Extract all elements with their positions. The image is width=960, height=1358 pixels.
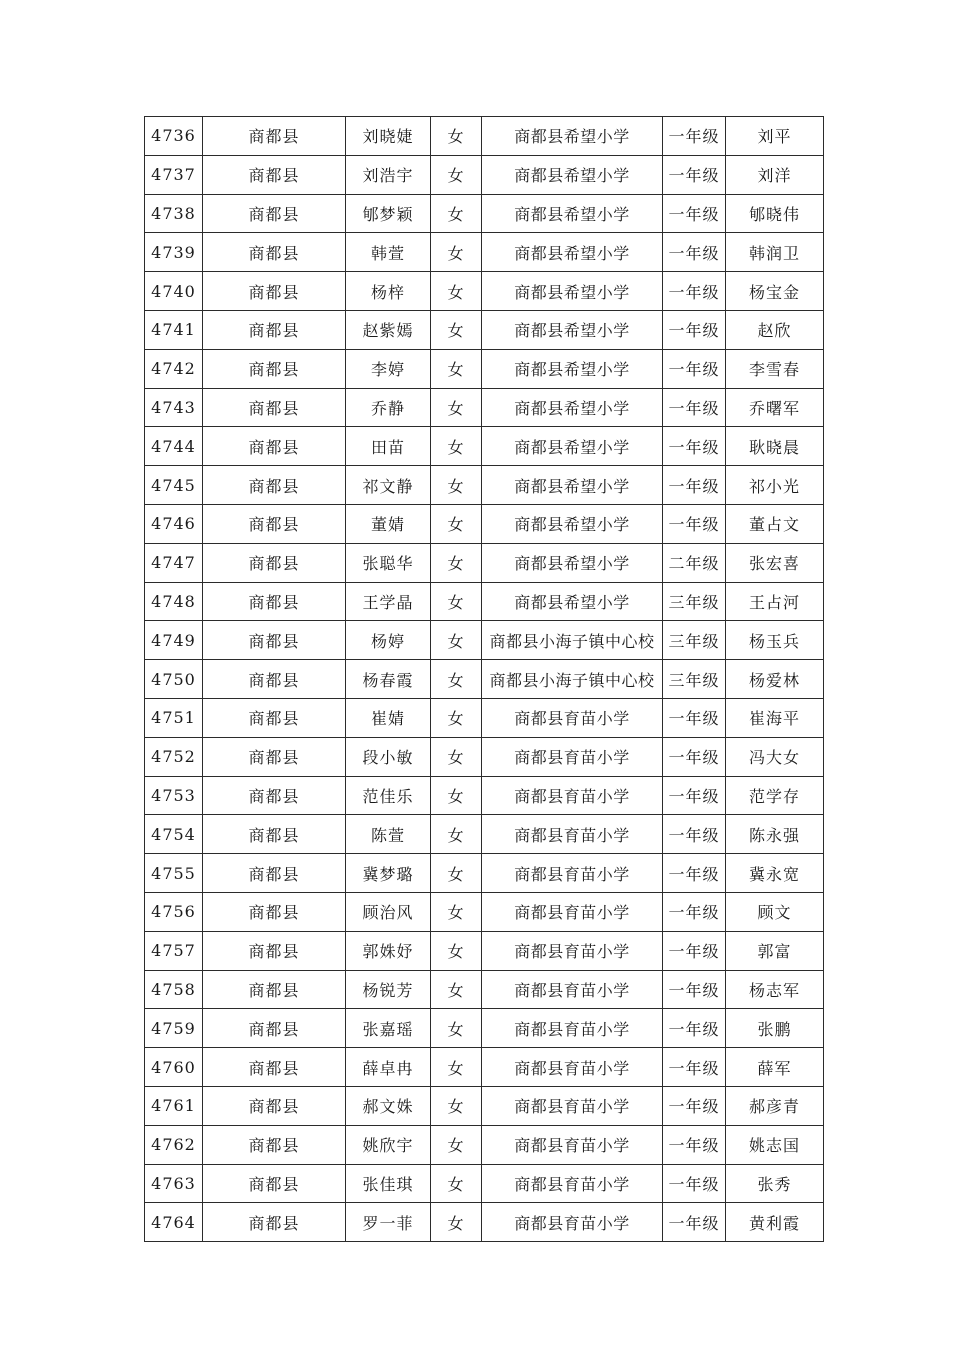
gender-cell: 女 <box>431 737 482 776</box>
county-cell: 商都县 <box>203 427 346 466</box>
student-name-cell: 段小敏 <box>346 737 431 776</box>
guardian-name-cell: 张宏喜 <box>726 543 824 582</box>
student-name-cell: 李婷 <box>346 349 431 388</box>
guardian-name-cell: 陈永强 <box>726 815 824 854</box>
serial-number-cell: 4739 <box>145 233 203 272</box>
school-cell: 商都县希望小学 <box>482 233 663 272</box>
grade-cell: 一年级 <box>663 776 726 815</box>
school-cell: 商都县育苗小学 <box>482 1086 663 1125</box>
serial-number-cell: 4744 <box>145 427 203 466</box>
county-cell: 商都县 <box>203 1086 346 1125</box>
student-name-cell: 郭姝妤 <box>346 931 431 970</box>
serial-number-cell: 4743 <box>145 388 203 427</box>
table-row <box>145 660 824 699</box>
guardian-name-cell: 郝彦青 <box>726 1086 824 1125</box>
gender-cell: 女 <box>431 1048 482 1087</box>
school-cell: 商都县小海子镇中心校 <box>482 660 663 699</box>
grade-cell: 一年级 <box>663 233 726 272</box>
grade-cell: 一年级 <box>663 854 726 893</box>
table-row <box>145 892 824 931</box>
guardian-name-cell: 薛军 <box>726 1048 824 1087</box>
school-cell: 商都县育苗小学 <box>482 931 663 970</box>
gender-cell: 女 <box>431 854 482 893</box>
gender-cell: 女 <box>431 931 482 970</box>
grade-cell: 三年级 <box>663 660 726 699</box>
grade-cell: 一年级 <box>663 117 726 156</box>
county-cell: 商都县 <box>203 1125 346 1164</box>
table-row <box>145 737 824 776</box>
county-cell: 商都县 <box>203 737 346 776</box>
table-row <box>145 854 824 893</box>
county-cell: 商都县 <box>203 1009 346 1048</box>
serial-number-cell: 4740 <box>145 272 203 311</box>
serial-number-cell: 4761 <box>145 1086 203 1125</box>
gender-cell: 女 <box>431 892 482 931</box>
county-cell: 商都县 <box>203 660 346 699</box>
gender-cell: 女 <box>431 272 482 311</box>
grade-cell: 一年级 <box>663 388 726 427</box>
gender-cell: 女 <box>431 1086 482 1125</box>
student-name-cell: 薛卓冉 <box>346 1048 431 1087</box>
table-row <box>145 1086 824 1125</box>
serial-number-cell: 4757 <box>145 931 203 970</box>
table-row <box>145 1009 824 1048</box>
table-row <box>145 504 824 543</box>
table-row <box>145 621 824 660</box>
guardian-name-cell: 崔海平 <box>726 698 824 737</box>
guardian-name-cell: 范学存 <box>726 776 824 815</box>
guardian-name-cell: 张秀 <box>726 1164 824 1203</box>
serial-number-cell: 4760 <box>145 1048 203 1087</box>
serial-number-cell: 4759 <box>145 1009 203 1048</box>
table-row <box>145 1125 824 1164</box>
gender-cell: 女 <box>431 1203 482 1242</box>
guardian-name-cell: 刘平 <box>726 117 824 156</box>
serial-number-cell: 4742 <box>145 349 203 388</box>
gender-cell: 女 <box>431 621 482 660</box>
student-name-cell: 杨婷 <box>346 621 431 660</box>
gender-cell: 女 <box>431 233 482 272</box>
gender-cell: 女 <box>431 427 482 466</box>
guardian-name-cell: 韩润卫 <box>726 233 824 272</box>
gender-cell: 女 <box>431 543 482 582</box>
grade-cell: 一年级 <box>663 970 726 1009</box>
school-cell: 商都县希望小学 <box>482 504 663 543</box>
grade-cell: 一年级 <box>663 504 726 543</box>
gender-cell: 女 <box>431 349 482 388</box>
county-cell: 商都县 <box>203 776 346 815</box>
county-cell: 商都县 <box>203 504 346 543</box>
county-cell: 商都县 <box>203 815 346 854</box>
county-cell: 商都县 <box>203 698 346 737</box>
guardian-name-cell: 郇晓伟 <box>726 194 824 233</box>
student-name-cell: 王学晶 <box>346 582 431 621</box>
grade-cell: 一年级 <box>663 1125 726 1164</box>
school-cell: 商都县育苗小学 <box>482 815 663 854</box>
school-cell: 商都县育苗小学 <box>482 892 663 931</box>
grade-cell: 一年级 <box>663 698 726 737</box>
guardian-name-cell: 刘洋 <box>726 155 824 194</box>
grade-cell: 一年级 <box>663 310 726 349</box>
table-row <box>145 310 824 349</box>
gender-cell: 女 <box>431 970 482 1009</box>
table-row <box>145 1048 824 1087</box>
gender-cell: 女 <box>431 310 482 349</box>
school-cell: 商都县希望小学 <box>482 388 663 427</box>
school-cell: 商都县希望小学 <box>482 543 663 582</box>
student-name-cell: 杨锐芳 <box>346 970 431 1009</box>
guardian-name-cell: 姚志国 <box>726 1125 824 1164</box>
serial-number-cell: 4751 <box>145 698 203 737</box>
county-cell: 商都县 <box>203 310 346 349</box>
table-row <box>145 466 824 505</box>
county-cell: 商都县 <box>203 854 346 893</box>
guardian-name-cell: 冯大女 <box>726 737 824 776</box>
guardian-name-cell: 张鹏 <box>726 1009 824 1048</box>
roster-body <box>145 117 824 1242</box>
school-cell: 商都县育苗小学 <box>482 854 663 893</box>
student-name-cell: 姚欣宇 <box>346 1125 431 1164</box>
student-name-cell: 杨梓 <box>346 272 431 311</box>
student-name-cell: 田苗 <box>346 427 431 466</box>
grade-cell: 一年级 <box>663 1086 726 1125</box>
county-cell: 商都县 <box>203 1164 346 1203</box>
serial-number-cell: 4746 <box>145 504 203 543</box>
county-cell: 商都县 <box>203 1203 346 1242</box>
student-name-cell: 刘晓婕 <box>346 117 431 156</box>
table-row <box>145 427 824 466</box>
grade-cell: 一年级 <box>663 466 726 505</box>
student-name-cell: 杨春霞 <box>346 660 431 699</box>
gender-cell: 女 <box>431 504 482 543</box>
serial-number-cell: 4741 <box>145 310 203 349</box>
student-name-cell: 冀梦璐 <box>346 854 431 893</box>
guardian-name-cell: 黄利霞 <box>726 1203 824 1242</box>
county-cell: 商都县 <box>203 272 346 311</box>
serial-number-cell: 4736 <box>145 117 203 156</box>
county-cell: 商都县 <box>203 1048 346 1087</box>
grade-cell: 一年级 <box>663 892 726 931</box>
school-cell: 商都县希望小学 <box>482 155 663 194</box>
serial-number-cell: 4738 <box>145 194 203 233</box>
school-cell: 商都县希望小学 <box>482 582 663 621</box>
school-cell: 商都县育苗小学 <box>482 970 663 1009</box>
gender-cell: 女 <box>431 1009 482 1048</box>
serial-number-cell: 4752 <box>145 737 203 776</box>
county-cell: 商都县 <box>203 931 346 970</box>
grade-cell: 一年级 <box>663 427 726 466</box>
school-cell: 商都县育苗小学 <box>482 737 663 776</box>
school-cell: 商都县育苗小学 <box>482 776 663 815</box>
serial-number-cell: 4762 <box>145 1125 203 1164</box>
grade-cell: 一年级 <box>663 931 726 970</box>
county-cell: 商都县 <box>203 155 346 194</box>
gender-cell: 女 <box>431 582 482 621</box>
grade-cell: 一年级 <box>663 1203 726 1242</box>
grade-cell: 三年级 <box>663 582 726 621</box>
gender-cell: 女 <box>431 1164 482 1203</box>
grade-cell: 一年级 <box>663 1164 726 1203</box>
serial-number-cell: 4753 <box>145 776 203 815</box>
county-cell: 商都县 <box>203 466 346 505</box>
table-row <box>145 349 824 388</box>
county-cell: 商都县 <box>203 582 346 621</box>
guardian-name-cell: 李雪春 <box>726 349 824 388</box>
gender-cell: 女 <box>431 660 482 699</box>
serial-number-cell: 4745 <box>145 466 203 505</box>
grade-cell: 一年级 <box>663 272 726 311</box>
gender-cell: 女 <box>431 466 482 505</box>
school-cell: 商都县育苗小学 <box>482 1203 663 1242</box>
school-cell: 商都县希望小学 <box>482 349 663 388</box>
guardian-name-cell: 杨爱林 <box>726 660 824 699</box>
table-row <box>145 970 824 1009</box>
guardian-name-cell: 杨志军 <box>726 970 824 1009</box>
school-cell: 商都县育苗小学 <box>482 1009 663 1048</box>
gender-cell: 女 <box>431 155 482 194</box>
grade-cell: 一年级 <box>663 1048 726 1087</box>
guardian-name-cell: 乔曙军 <box>726 388 824 427</box>
table-row <box>145 155 824 194</box>
guardian-name-cell: 郭富 <box>726 931 824 970</box>
student-name-cell: 刘浩宇 <box>346 155 431 194</box>
school-cell: 商都县希望小学 <box>482 427 663 466</box>
guardian-name-cell: 顾文 <box>726 892 824 931</box>
roster-table <box>144 116 824 1242</box>
guardian-name-cell: 董占文 <box>726 504 824 543</box>
grade-cell: 三年级 <box>663 621 726 660</box>
school-cell: 商都县希望小学 <box>482 194 663 233</box>
guardian-name-cell: 冀永宽 <box>726 854 824 893</box>
gender-cell: 女 <box>431 117 482 156</box>
county-cell: 商都县 <box>203 892 346 931</box>
student-name-cell: 张嘉瑶 <box>346 1009 431 1048</box>
county-cell: 商都县 <box>203 543 346 582</box>
guardian-name-cell: 祁小光 <box>726 466 824 505</box>
grade-cell: 一年级 <box>663 815 726 854</box>
guardian-name-cell: 杨玉兵 <box>726 621 824 660</box>
student-name-cell: 郝文姝 <box>346 1086 431 1125</box>
table-row <box>145 582 824 621</box>
school-cell: 商都县育苗小学 <box>482 1048 663 1087</box>
student-name-cell: 张聪华 <box>346 543 431 582</box>
student-name-cell: 乔静 <box>346 388 431 427</box>
county-cell: 商都县 <box>203 621 346 660</box>
grade-cell: 一年级 <box>663 349 726 388</box>
county-cell: 商都县 <box>203 349 346 388</box>
table-row <box>145 698 824 737</box>
gender-cell: 女 <box>431 1125 482 1164</box>
table-row <box>145 388 824 427</box>
school-cell: 商都县希望小学 <box>482 310 663 349</box>
gender-cell: 女 <box>431 698 482 737</box>
table-row <box>145 117 824 156</box>
school-cell: 商都县希望小学 <box>482 272 663 311</box>
student-name-cell: 顾治风 <box>346 892 431 931</box>
student-name-cell: 赵紫嫣 <box>346 310 431 349</box>
gender-cell: 女 <box>431 388 482 427</box>
school-cell: 商都县小海子镇中心校 <box>482 621 663 660</box>
grade-cell: 一年级 <box>663 1009 726 1048</box>
serial-number-cell: 4749 <box>145 621 203 660</box>
school-cell: 商都县育苗小学 <box>482 698 663 737</box>
county-cell: 商都县 <box>203 970 346 1009</box>
serial-number-cell: 4764 <box>145 1203 203 1242</box>
school-cell: 商都县育苗小学 <box>482 1125 663 1164</box>
student-name-cell: 罗一菲 <box>346 1203 431 1242</box>
grade-cell: 一年级 <box>663 194 726 233</box>
grade-cell: 一年级 <box>663 155 726 194</box>
school-cell: 商都县希望小学 <box>482 466 663 505</box>
table-row <box>145 815 824 854</box>
gender-cell: 女 <box>431 815 482 854</box>
table-row <box>145 543 824 582</box>
county-cell: 商都县 <box>203 233 346 272</box>
school-cell: 商都县育苗小学 <box>482 1164 663 1203</box>
serial-number-cell: 4756 <box>145 892 203 931</box>
county-cell: 商都县 <box>203 117 346 156</box>
county-cell: 商都县 <box>203 194 346 233</box>
student-name-cell: 张佳琪 <box>346 1164 431 1203</box>
serial-number-cell: 4763 <box>145 1164 203 1203</box>
table-row <box>145 776 824 815</box>
guardian-name-cell: 耿晓晨 <box>726 427 824 466</box>
student-name-cell: 陈萱 <box>346 815 431 854</box>
grade-cell: 二年级 <box>663 543 726 582</box>
serial-number-cell: 4737 <box>145 155 203 194</box>
student-name-cell: 韩萱 <box>346 233 431 272</box>
serial-number-cell: 4748 <box>145 582 203 621</box>
table-row <box>145 1164 824 1203</box>
table-row <box>145 931 824 970</box>
serial-number-cell: 4750 <box>145 660 203 699</box>
student-name-cell: 崔婧 <box>346 698 431 737</box>
guardian-name-cell: 赵欣 <box>726 310 824 349</box>
guardian-name-cell: 王占河 <box>726 582 824 621</box>
gender-cell: 女 <box>431 776 482 815</box>
student-name-cell: 范佳乐 <box>346 776 431 815</box>
gender-cell: 女 <box>431 194 482 233</box>
table-row <box>145 194 824 233</box>
county-cell: 商都县 <box>203 388 346 427</box>
student-name-cell: 郇梦颖 <box>346 194 431 233</box>
student-name-cell: 董婧 <box>346 504 431 543</box>
school-cell: 商都县希望小学 <box>482 117 663 156</box>
table-row <box>145 272 824 311</box>
serial-number-cell: 4758 <box>145 970 203 1009</box>
serial-number-cell: 4747 <box>145 543 203 582</box>
guardian-name-cell: 杨宝金 <box>726 272 824 311</box>
serial-number-cell: 4755 <box>145 854 203 893</box>
serial-number-cell: 4754 <box>145 815 203 854</box>
grade-cell: 一年级 <box>663 737 726 776</box>
table-row <box>145 233 824 272</box>
student-name-cell: 祁文静 <box>346 466 431 505</box>
table-row <box>145 1203 824 1242</box>
